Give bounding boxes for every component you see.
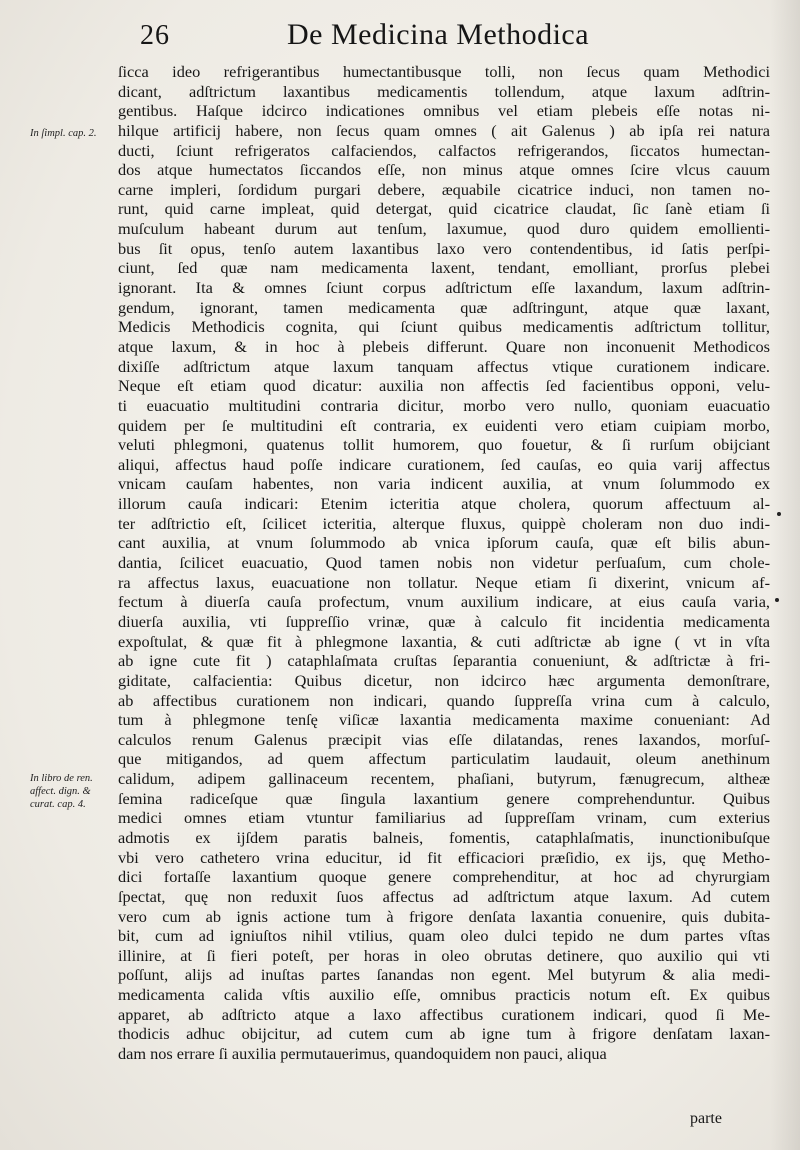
text-line: dicant, adſtrictum laxantibus medicamentis tollendum, atque laxum adſtrin- xyxy=(118,81,770,101)
text-line: apparet, ab adſtricto atque a laxo affectibus curationem indicari, quod ſi Me- xyxy=(118,1004,770,1024)
text-line: diuerſa auxilia, vti ſuppreſſio vrinæ, quæ à calculo fit incidentia medicamenta xyxy=(118,611,770,631)
text-line: vbi vero cathetero vrina educitur, id fit efficaciori præſidio, ex ijs, quę Metho- xyxy=(118,847,770,867)
marginal-note: In libro de ren. affect. dign. & curat. cap. 4. xyxy=(30,773,93,810)
text-line: dixiſſe adſtrictum atque laxum tanquam affectus vtique curationem indicare. xyxy=(118,356,770,376)
text-line: veluti phlegmoni, quatenus tollit humorem, quo fouetur, & ſi rurſum obijciant xyxy=(118,435,770,455)
text-line: ab affectibus curationem non indicari, quando ſuppreſſa vrina cum à calculo, xyxy=(118,690,770,710)
text-line: cant auxilia, at vnum ſolummodo ab vnica ipſorum cauſa, quæ eſt bilis abun- xyxy=(118,533,770,553)
text-line: admotis ex ijſdem paratis balneis, fomentis, cataphlaſmatis, inunctionibuſque xyxy=(118,827,770,847)
text-line: tum à phlegmone tenſę viſicæ laxantia medicamenta maxime conueniant: Ad xyxy=(118,710,770,730)
text-line: giditate, calfacientia: Quibus dicetur, non idcirco hæc argumenta demonſtrare, xyxy=(118,670,770,690)
text-line: ti euacuatio multitudini contraria dicitur, morbo vero nullo, quoniam euacuatio xyxy=(118,395,770,415)
text-line: calculos renum Galenus præcipit vias eſſe dilatandas, renes laxandos, morſuſ- xyxy=(118,729,770,749)
text-line: ſpectat, quę non reduxit ſuos affectus ad adſtrictum atque laxum. Ad cutem xyxy=(118,886,770,906)
text-line: ignorant. Ita & omnes ſciunt corpus adſtrictum eſſe laxandum, laxum adſtrin- xyxy=(118,278,770,298)
text-line: vero cum ab ignis actione tum à frigore denſata laxantia conuenire, quis dubita- xyxy=(118,906,770,926)
text-line: poſſunt, alijs ad inuſtas partes ſanandas non egent. Mel butyrum & alia medi- xyxy=(118,965,770,985)
body-text xyxy=(118,62,770,1064)
text-line: dantia, ſcilicet euacuatio, Quod tamen nobis non videtur perſuaſum, cum chole- xyxy=(118,553,770,573)
text-line: Medicis Methodicis cognita, qui ſciunt quibus medicamentis adſtrictum tollitur, xyxy=(118,317,770,337)
text-line: ciunt, ſed quæ nam medicamenta laxent, tendant, emolliant, prorſus plebei xyxy=(118,258,770,278)
text-line: calidum, adipem gallinaceum recentem, phaſiani, butyrum, fænugrecum, altheæ xyxy=(118,769,770,789)
text-line: gentibus. Haſque idcirco indicationes omnibus vel etiam plebeis eſſe notas ni- xyxy=(118,101,770,121)
text-line: medici omnes etiam vtuntur familiarius ad ſuppreſſam vrinam, cum exterius xyxy=(118,808,770,828)
text-line: ra affectus laxus, euacuatione non tollatur. Neque etiam ſi dixerint, vnicum af- xyxy=(118,572,770,592)
text-line: quidem per ſe multitudini eſt contraria, ex euidenti vero etiam cuipiam morbo, xyxy=(118,415,770,435)
text-line: atque laxum, & in hoc à plebeis differunt. Quare non inconuenit Methodicos xyxy=(118,336,770,356)
text-line: runt, quid carne impleat, quid detergat, quid cicatrice claudat, ſic ſanè etiam ſi xyxy=(118,199,770,219)
catchword: parte xyxy=(690,1110,722,1127)
text-line: bus ſit opus, tenſo autem laxantibus laxo vero contendentibus, id ſatis perſpi- xyxy=(118,238,770,258)
text-line: ſemina radiceſque quæ ſingula laxantium genere comprehenduntur. Quibus xyxy=(118,788,770,808)
text-line: ducti, ſciunt refrigeratos calfaciendos, calfactos refrigerandos, ſiccatos humectan- xyxy=(118,140,770,160)
text-line: dici fortaſſe laxantium quoque genere comprehenditur, at hoc ad chyrurgiam xyxy=(118,867,770,887)
text-line: Neque eſt etiam quod dicatur: auxilia non affectis ſed facientibus opponi, velu- xyxy=(118,376,770,396)
text-line: illorum cauſa indicari: Etenim icteritia atque cholera, quorum affectuum al- xyxy=(118,494,770,514)
running-title: De Medicina Methodica xyxy=(287,18,590,51)
text-line: bit, cum ad igniuſtos nihil vtilius, quam oleo dulci tepido ne dum partes vſtas xyxy=(118,926,770,946)
text-line: vnicam cauſam habentes, non varia indicent auxilia, at vnum ſolummodo ex xyxy=(118,474,770,494)
text-line: illinire, at ſi fieri poteſt, per horas in oleo obrutas detinere, quo auxilio qui vti xyxy=(118,945,770,965)
text-line: dam nos errare ſi auxilia permutauerimus, quandoquidem non pauci, aliqua xyxy=(118,1044,607,1064)
text-line: gendum, ignorant, tamen medicamenta quæ adſtringunt, atque quæ laxant, xyxy=(118,297,770,317)
text-line: thodicis adhuc obijcitur, ad cutem cum ab igne tum à frigore denſatam laxan- xyxy=(118,1024,770,1044)
page-edge-shadow xyxy=(770,0,800,1150)
text-line: expoſtulat, & quæ fit à phlegmone laxantia, & cuti adſtrictæ ab igne ( vt in vſta xyxy=(118,631,770,651)
text-line: ab igne cute fit ) cataphlaſmata cruſtas ſeparantia conueniunt, & adſtrictæ à fri- xyxy=(118,651,770,671)
ink-speck xyxy=(777,512,781,516)
ink-speck xyxy=(775,598,779,602)
text-line: carne impleri, ſordidum purgari debere, æquabile cicatrice induci, non tamen no- xyxy=(118,179,770,199)
text-line: ter adſtrictio eſt, ſcilicet icteritia, alterque fluxus, quippè choleram non duo indi- xyxy=(118,513,770,533)
text-line: que mitigandos, ad quem affectum particulatim laudauit, oleum anethinum xyxy=(118,749,770,769)
text-line: medicamenta calida vſtis auxilio eſſe, omnibus practicis notum eſt. Ex quibus xyxy=(118,985,770,1005)
text-line: aliqui, affectus haud poſſe indicare curationem, ſed cauſas, eo quia varij affectus xyxy=(118,454,770,474)
marginal-note: In ſimpl. cap. 2. xyxy=(30,128,97,139)
text-line: ſicca ideo refrigerantibus humectantibusque tolli, non ſecus quam Methodici xyxy=(118,62,770,81)
page-number: 26 xyxy=(140,20,170,51)
text-line: dos atque humectatos ſiccandos eſſe, non minus atque omnes ſcire vlcus cauum xyxy=(118,160,770,180)
text-line: muſculum habeant durum aut tenſum, laxumue, quod duro quidem emollienti- xyxy=(118,219,770,239)
text-line: fectum à diuerſa cauſa profectum, vnum auxilium indicare, at eius cauſa varia, xyxy=(118,592,770,612)
text-line: hilque artificij habere, non ſecus quam omnes ( ait Galenus ) ab ipſa rei natura xyxy=(118,120,770,140)
